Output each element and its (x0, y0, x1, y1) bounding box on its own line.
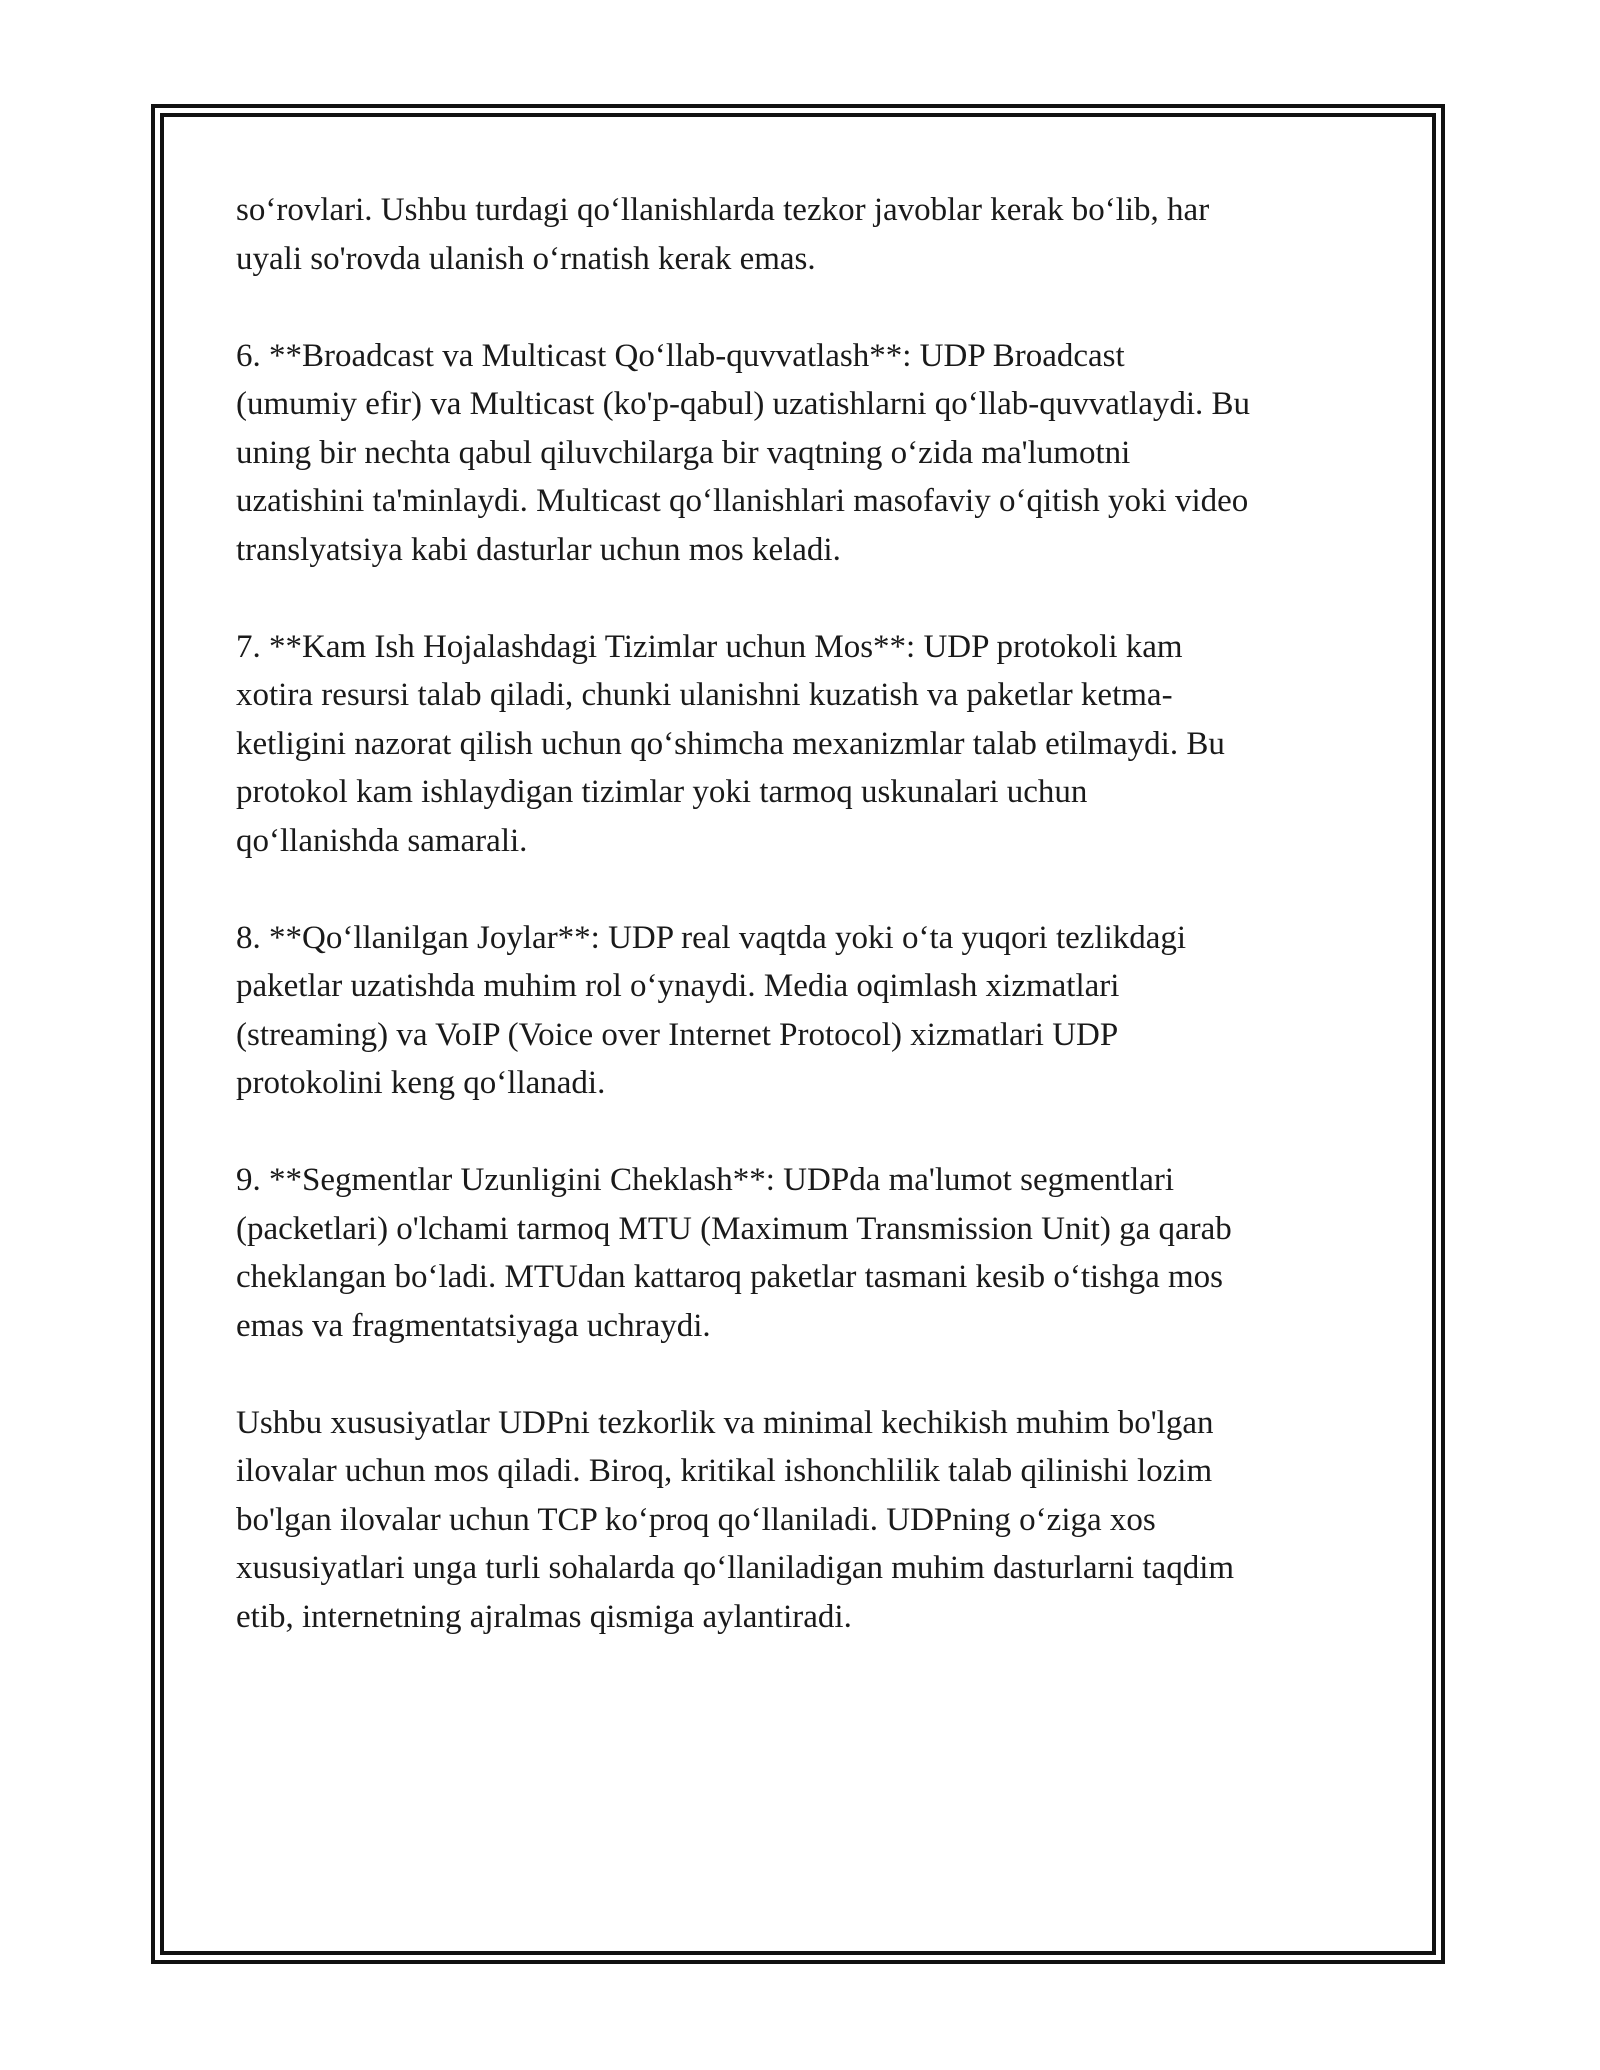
text-line: 9. **Segmentlar Uzunligini Cheklash**: UDPda ma'lumot segmentlari (236, 1162, 1175, 1198)
text-line: 8. **Qo‘llanilgan Joylar**: UDP real vaqtda yoki o‘ta yuqori tezlikdagi (236, 919, 1187, 956)
paragraph-item-8-applications (236, 914, 1366, 1108)
text-line: Ushbu xususiyatlar UDPni tezkorlik va minimal kechikish muhim bo'lgan (236, 1404, 1214, 1441)
text-line: protokolini keng qo‘llanadi. (236, 1065, 606, 1101)
text-line: uyali so'rovda ulanish o‘rnatish kerak emas. (236, 240, 816, 277)
text-line: emas va fragmentatsiyaga uchraydi. (236, 1307, 711, 1344)
document-body (236, 186, 1366, 1690)
text-line: translyatsiya kabi dasturlar uchun mos keladi. (236, 531, 841, 568)
text-line: 7. **Kam Ish Hojalashdagi Tizimlar uchun Mos**: UDP protokoli kam (236, 628, 1183, 665)
text-line: bo'lgan ilovalar uchun TCP ko‘proq qo‘llaniladi. UDPning o‘ziga xos (236, 1501, 1156, 1538)
paragraph-item-7-low-resource (236, 623, 1366, 866)
text-line: uzatishini ta'minlaydi. Multicast qo‘llanishlari masofaviy o‘qitish yoki video (236, 483, 1249, 519)
text-line: protokol kam ishlaydigan tizimlar yoki tarmoq uskunalari uchun (236, 774, 1088, 810)
text-line: ilovalar uchun mos qiladi. Biroq, kritikal ishonchlilik talab qilinishi lozim (236, 1453, 1213, 1489)
text-line: (streaming) va VoIP (Voice over Internet Protocol) xizmatlari UDP (236, 1016, 1119, 1053)
text-line: xotira resursi talab qiladi, chunki ulanishni kuzatish va paketlar ketma- (236, 677, 1173, 713)
text-line: so‘rovlari. Ushbu turdagi qo‘llanishlarda tezkor javoblar kerak bo‘lib, har (236, 192, 1210, 228)
text-line: xususiyatlari unga turli sohalarda qo‘llaniladigan muhim dasturlarni taqdim (236, 1550, 1235, 1586)
paragraph-item-9-segment-length (236, 1156, 1366, 1350)
paragraph-intro-continuation (236, 186, 1366, 283)
paragraph-conclusion (236, 1399, 1366, 1642)
text-line: (umumiy efir) va Multicast (ko'p-qabul) uzatishlarni qo‘llab-quvvatlaydi. Bu (236, 386, 1251, 422)
text-line: 6. **Broadcast va Multicast Qo‘llab-quvvatlash**: UDP Broadcast (236, 337, 1125, 374)
text-line: ketligini nazorat qilish uchun qo‘shimcha mexanizmlar talab etilmaydi. Bu (236, 725, 1225, 762)
text-line: (packetlari) o'lchami tarmoq MTU (Maximum Transmission Unit) ga qarab (236, 1210, 1232, 1247)
text-line: uning bir nechta qabul qiluvchilarga bir vaqtning o‘zida ma'lumotni (236, 434, 1131, 471)
text-line: etib, internetning ajralmas qismiga aylantiradi. (236, 1598, 852, 1635)
text-line: cheklangan bo‘ladi. MTUdan kattaroq paketlar tasmani kesib o‘tishga mos (236, 1259, 1223, 1295)
paragraph-item-6-broadcast-multicast (236, 332, 1366, 575)
text-line: qo‘llanishda samarali. (236, 822, 528, 859)
text-line: paketlar uzatishda muhim rol o‘ynaydi. Media oqimlash xizmatlari (236, 968, 1120, 1004)
